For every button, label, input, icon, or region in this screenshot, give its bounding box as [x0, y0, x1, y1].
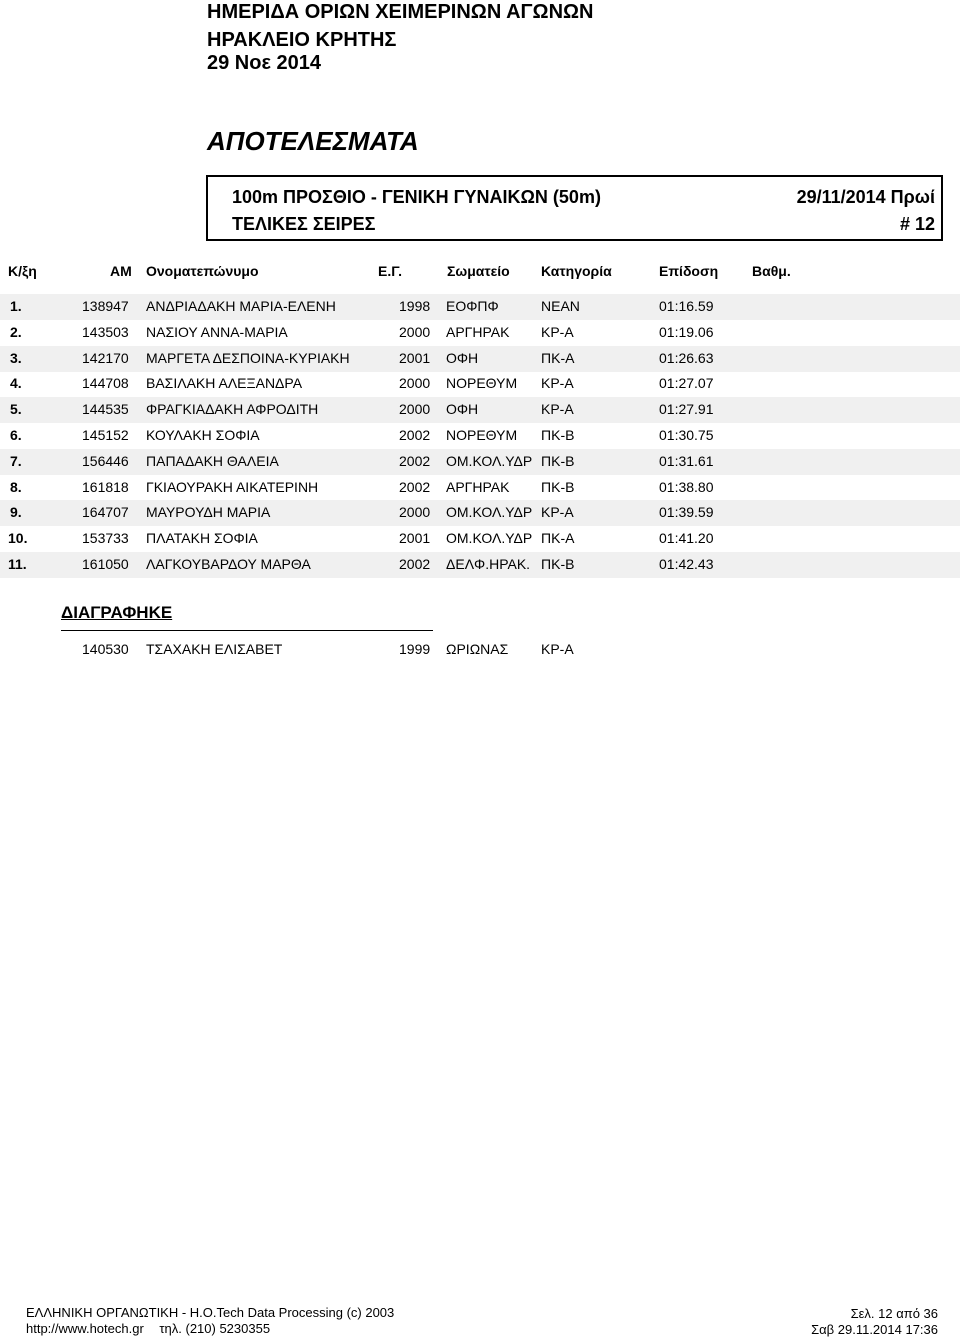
- cell-performance: 01:42.43: [659, 556, 714, 572]
- cell-rank: 9.: [10, 504, 22, 520]
- cell-category: ΠΚ-Β: [541, 453, 575, 469]
- cell-performance: 01:38.80: [659, 479, 714, 495]
- table-row: [0, 475, 960, 501]
- header-line-2: ΗΡΑΚΛΕΙΟ ΚΡΗΤΗΣ: [207, 29, 397, 51]
- deleted-name: ΤΣΑΧΑΚΗ ΕΛΙΣΑΒΕΤ: [146, 641, 283, 657]
- cell-club: ΝΟΡΕΘΥΜ: [446, 427, 518, 443]
- cell-am: 138947: [82, 298, 129, 314]
- cell-year: 2000: [399, 401, 431, 417]
- deleted-club: ΩΡΙΩΝΑΣ: [446, 641, 509, 657]
- cell-rank: 2.: [10, 324, 22, 340]
- deleted-am: 140530: [82, 641, 129, 657]
- table-row: [0, 320, 960, 346]
- cell-category: ΠΚ-Β: [541, 556, 575, 572]
- cell-category: ΚΡ-Α: [541, 401, 574, 417]
- cell-rank: 1.: [10, 298, 22, 314]
- cell-club: ΑΡΓΗΡΑΚ: [446, 324, 510, 340]
- event-box: [206, 175, 943, 241]
- footer-org: ΕΛΛΗΝΙΚΗ ΟΡΓΑΝΩΤΙΚΗ - Η.Ο.Tech Data Processing (c) 2003: [26, 1305, 395, 1320]
- column-header-club: Σωματείο: [447, 263, 510, 279]
- cell-am: 143503: [82, 324, 129, 340]
- cell-am: 161050: [82, 556, 129, 572]
- table-row: [0, 500, 960, 526]
- column-header-am: ΑΜ: [110, 263, 132, 279]
- cell-performance: 01:16.59: [659, 298, 714, 314]
- deleted-title: ΔΙΑΓΡΑΦΗΚΕ: [61, 603, 173, 622]
- header-line-1: ΗΜΕΡΙΔΑ ΟΡΙΩΝ ΧΕΙΜΕΡΙΝΩΝ ΑΓΩΝΩΝ: [207, 1, 594, 23]
- cell-rank: 4.: [10, 375, 22, 391]
- cell-name: ΠΑΠΑΔΑΚΗ ΘΑΛΕΙΑ: [146, 453, 279, 469]
- cell-rank: 10.: [8, 530, 28, 546]
- cell-rank: 5.: [10, 401, 22, 417]
- cell-name: ΠΛΑΤΑΚΗ ΣΟΦΙΑ: [146, 530, 258, 546]
- table-row: [0, 346, 960, 372]
- cell-performance: 01:31.61: [659, 453, 714, 469]
- cell-am: 144535: [82, 401, 129, 417]
- cell-year: 2000: [399, 375, 431, 391]
- table-row: [0, 552, 960, 578]
- cell-year: 2001: [399, 350, 431, 366]
- cell-name: ΓΚΙΑΟΥΡΑΚΗ ΑΙΚΑΤΕΡΙΝΗ: [146, 479, 319, 495]
- cell-category: ΠΚ-Α: [541, 530, 575, 546]
- column-header-rank: Κ/ξη: [8, 263, 37, 279]
- cell-club: ΟΦΗ: [446, 401, 479, 417]
- table-row: [0, 294, 960, 320]
- cell-year: 2001: [399, 530, 431, 546]
- cell-performance: 01:27.07: [659, 375, 714, 391]
- event-number: # 12: [899, 214, 935, 234]
- cell-rank: 8.: [10, 479, 22, 495]
- cell-name: ΝΑΣΙΟΥ ΑΝΝΑ-ΜΑΡΙΑ: [146, 324, 288, 340]
- cell-rank: 7.: [10, 453, 22, 469]
- cell-rank: 6.: [10, 427, 22, 443]
- cell-am: 161818: [82, 479, 129, 495]
- cell-am: 145152: [82, 427, 129, 443]
- cell-club: ΟΜ.ΚΟΛ.ΥΔΡ: [446, 453, 533, 469]
- cell-category: ΚΡ-Α: [541, 375, 574, 391]
- deleted-row: [0, 637, 960, 663]
- cell-year: 2000: [399, 504, 431, 520]
- footer-printed: Σαβ 29.11.2014 17:36: [811, 1322, 938, 1337]
- cell-am: 164707: [82, 504, 129, 520]
- cell-year: 2000: [399, 324, 431, 340]
- cell-performance: 01:26.63: [659, 350, 714, 366]
- deleted-category: ΚΡ-Α: [541, 641, 574, 657]
- cell-rank: 3.: [10, 350, 22, 366]
- footer-page: Σελ. 12 από 36: [850, 1306, 938, 1321]
- cell-category: ΠΚ-Β: [541, 427, 575, 443]
- event-round: ΤΕΛΙΚΕΣ ΣΕΙΡΕΣ: [232, 214, 376, 234]
- footer-url[interactable]: http://www.hotech.gr: [26, 1321, 144, 1336]
- cell-year: 2002: [399, 556, 431, 572]
- cell-performance: 01:27.91: [659, 401, 714, 417]
- cell-club: ΕΟΦΠΦ: [446, 298, 499, 314]
- cell-performance: 01:41.20: [659, 530, 714, 546]
- cell-rank: 11.: [8, 556, 27, 572]
- cell-performance: 01:30.75: [659, 427, 714, 443]
- deleted-divider: [61, 630, 433, 631]
- table-row: [0, 371, 960, 397]
- event-date: 29/11/2014 Πρωί: [796, 187, 935, 207]
- cell-club: ΔΕΛΦ.ΗΡΑΚ.: [446, 556, 531, 572]
- table-row: [0, 423, 960, 449]
- cell-year: 1998: [399, 298, 431, 314]
- cell-club: ΟΜ.ΚΟΛ.ΥΔΡ: [446, 530, 533, 546]
- cell-name: ΚΟΥΛΑΚΗ ΣΟΦΙΑ: [146, 427, 260, 443]
- header-line-3: 29 Νοε 2014: [207, 52, 322, 74]
- cell-year: 2002: [399, 479, 431, 495]
- cell-name: ΒΑΣΙΛΑΚΗ ΑΛΕΞΑΝΔΡΑ: [146, 375, 303, 391]
- cell-am: 153733: [82, 530, 129, 546]
- cell-performance: 01:19.06: [659, 324, 714, 340]
- column-header-points: Βαθμ.: [752, 263, 791, 279]
- cell-year: 2002: [399, 453, 431, 469]
- column-header-name: Ονοματεπώνυμο: [146, 263, 259, 279]
- cell-name: ΜΑΥΡΟΥΔΗ ΜΑΡΙΑ: [146, 504, 271, 520]
- cell-name: ΦΡΑΓΚΙΑΔΑΚΗ ΑΦΡΟΔΙΤΗ: [146, 401, 319, 417]
- table-row: [0, 449, 960, 475]
- cell-club: ΑΡΓΗΡΑΚ: [446, 479, 510, 495]
- column-header-year: Ε.Γ.: [378, 263, 402, 279]
- column-header-category: Κατηγορία: [541, 263, 612, 279]
- column-header-performance: Επίδοση: [659, 263, 719, 279]
- cell-category: ΚΡ-Α: [541, 504, 574, 520]
- cell-category: ΠΚ-Α: [541, 350, 575, 366]
- footer-phone: τηλ. (210) 5230355: [159, 1321, 271, 1336]
- cell-am: 156446: [82, 453, 129, 469]
- cell-name: ΑΝΔΡΙΑΔΑΚΗ ΜΑΡΙΑ-ΕΛΕΝΗ: [146, 298, 336, 314]
- cell-performance: 01:39.59: [659, 504, 714, 520]
- deleted-year: 1999: [399, 641, 431, 657]
- event-title: 100m ΠΡΟΣΘΙΟ - ΓΕΝΙΚΗ ΓΥΝΑΙΚΩΝ (50m): [232, 187, 601, 207]
- cell-club: ΟΦΗ: [446, 350, 479, 366]
- cell-club: ΟΜ.ΚΟΛ.ΥΔΡ: [446, 504, 533, 520]
- table-row: [0, 526, 960, 552]
- cell-name: ΛΑΓΚΟΥΒΑΡΔΟΥ ΜΑΡΘΑ: [146, 556, 311, 572]
- cell-category: ΝΕΑΝ: [541, 298, 580, 314]
- cell-year: 2002: [399, 427, 431, 443]
- table-row: [0, 397, 960, 423]
- cell-name: ΜΑΡΓΕΤΑ ΔΕΣΠΟΙΝΑ-ΚΥΡΙΑΚΗ: [146, 350, 350, 366]
- cell-am: 144708: [82, 375, 129, 391]
- cell-category: ΠΚ-Β: [541, 479, 575, 495]
- cell-club: ΝΟΡΕΘΥΜ: [446, 375, 518, 391]
- cell-am: 142170: [82, 350, 129, 366]
- cell-category: ΚΡ-Α: [541, 324, 574, 340]
- footer-contact: [26, 1321, 270, 1336]
- results-title: ΑΠΟΤΕΛΕΣΜΑΤΑ: [207, 126, 419, 156]
